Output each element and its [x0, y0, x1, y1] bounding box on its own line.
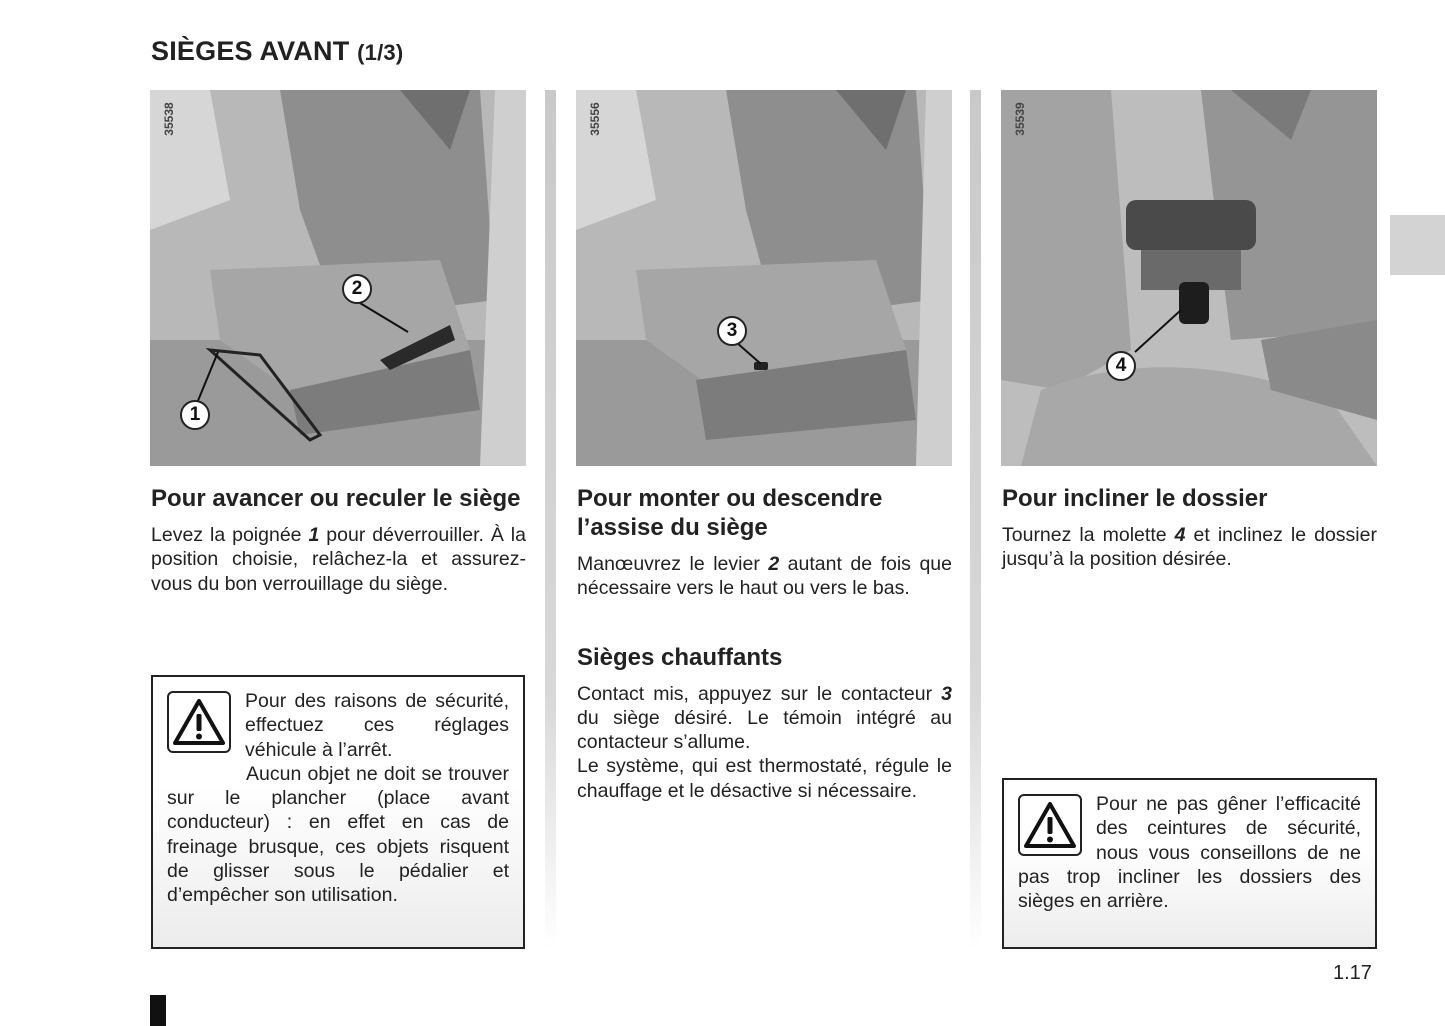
body-text: Tournez la molette [1002, 524, 1175, 546]
backrest-photo [1001, 90, 1377, 466]
page-title-part: (1/3) [357, 40, 404, 65]
section-body [1002, 523, 1377, 572]
section-heading-heated-seats: Sièges chauffants [577, 643, 783, 671]
body-text: Contact mis, appuyez sur le contacteur [577, 682, 942, 705]
warning-text: Pour ne pas gêner l’efficacité des ceintures de sécurité, nous vous conseillons de ne pas trop incliner les dossiers des sièges en arrière. [1018, 793, 1361, 913]
section-heading: Pour avancer ou reculer le siège [151, 485, 521, 512]
body-text: autant de fois que nécessaire vers le haut ou vers le bas. [577, 553, 952, 600]
section-seat-slide [150, 90, 526, 596]
section-body-heated-seats [577, 682, 952, 803]
seat-slide-photo [150, 90, 526, 466]
body-text: Levez la poignée [151, 524, 309, 546]
body-text: Le système, qui est thermostaté, régule le chauffage et le désactive si nécessaire. [577, 755, 952, 802]
reference-number: 2 [768, 553, 780, 575]
backrest-illustration [1001, 90, 1377, 466]
page-title [151, 36, 403, 67]
warning-text: Pour des raisons de sécurité, effectuez ces réglages véhicule à l’arrêt. [245, 690, 509, 761]
body-text: Manœuvrez le levier [577, 553, 769, 575]
column-separator [545, 90, 556, 950]
image-reference-number: 35538 [162, 102, 176, 136]
warning-triangle-icon [167, 691, 231, 753]
body-text: et inclinez le dossier jusqu’à la position désirée. [1002, 524, 1377, 571]
callout-4: 4 [1106, 351, 1136, 381]
section-backrest [1001, 90, 1377, 572]
seat-height-photo [576, 90, 952, 466]
safety-warning-box [151, 675, 525, 949]
image-reference-number: 35556 [588, 102, 602, 136]
column-separator [970, 90, 981, 950]
section-seat-height [576, 90, 952, 803]
body-text: du siège désiré. Le témoin intégré au contacteur s’allume. [577, 706, 952, 754]
page-title-text: SIÈGES AVANT [151, 36, 350, 66]
section-body [577, 552, 952, 601]
image-reference-number: 35539 [1013, 102, 1027, 136]
warning-triangle-icon [1018, 794, 1082, 856]
page-corner-mark [150, 995, 166, 1026]
body-text: pour déverrouiller. À la position choisie, relâchez-la et assurez-vous du bon verrouillage du siège. [151, 524, 526, 595]
reference-number: 3 [941, 682, 952, 705]
section-heading: Pour incliner le dossier [1002, 485, 1268, 512]
reference-number: 1 [308, 524, 320, 546]
section-body [151, 523, 526, 596]
reference-number: 4 [1174, 524, 1186, 546]
page-number: 1.17 [1333, 962, 1372, 984]
callout-2: 2 [342, 274, 372, 304]
seat-height-illustration [576, 90, 952, 466]
chapter-tab [1390, 215, 1445, 275]
callout-3: 3 [717, 316, 747, 346]
section-heading: Pour monter ou descendre l’assise du siège [577, 485, 883, 541]
callout-1: 1 [180, 400, 210, 430]
warning-text: Aucun objet ne doit se trouver sur le plancher (place avant conducteur) : en effet en cas de freinage brusque, ces objets risquent de glisser sous le pédalier et d’empêcher son utilisation. [167, 762, 509, 907]
seatbelt-warning-box [1002, 778, 1377, 949]
